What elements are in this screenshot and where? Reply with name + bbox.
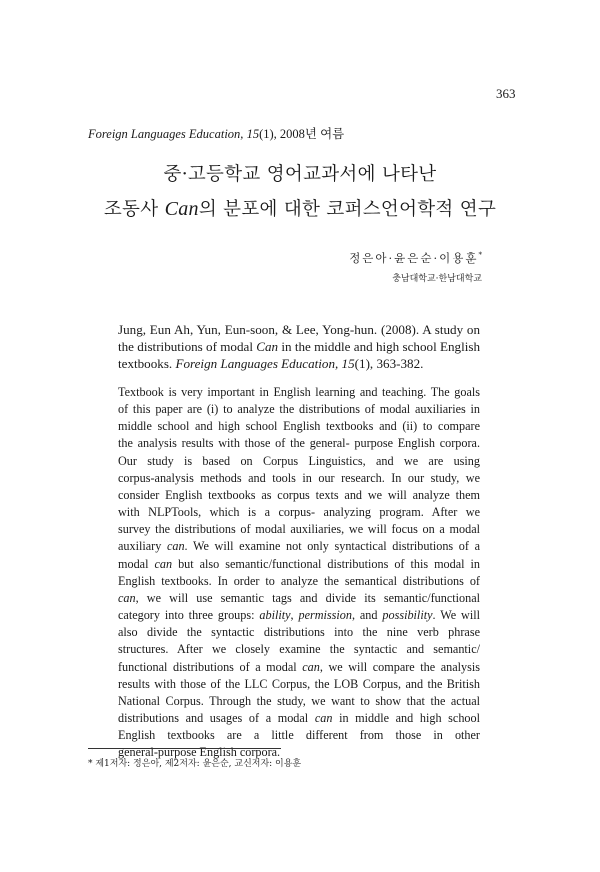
journal-name: Foreign Languages Education,: [88, 127, 244, 141]
abstract-text: category into three groups:: [118, 608, 260, 623]
abstract-text: but also semantic/functional distributions of this modal in: [172, 556, 481, 571]
abstract-text: , we will use semantic tags and divide its semantic/functional: [135, 590, 480, 605]
author-names: [349, 250, 482, 266]
abstract: [118, 384, 480, 761]
citation-modal: Can: [256, 339, 279, 354]
journal-header: [88, 124, 344, 142]
journal-issue: (1), 2008년 여름: [259, 127, 345, 141]
abstract-line: Our study is based on Corpus Linguistics, and we are using: [118, 453, 480, 468]
abstract-line: corpus-analysis methods and tools in our research. In our study, we: [118, 470, 480, 485]
author-affiliation: 충남대학교·한남대학교: [392, 274, 482, 284]
abstract-line: general-purpose English corpora.: [118, 745, 281, 760]
title-line-1: 중·고등학교 영어교과서에 나타난: [163, 164, 437, 185]
citation-part-2: in the middle and high school English textbooks.: [118, 339, 480, 371]
abstract-text: , and: [351, 608, 383, 623]
abstract-text: , we will compare the analysis: [319, 659, 480, 674]
journal-volume: 15: [246, 127, 260, 141]
abstract-line: structures. After we closely examine the syntactic and semantic/: [118, 642, 480, 657]
abstract-text: ,: [290, 608, 299, 623]
title-modal: Can: [164, 198, 199, 220]
footnote-divider: [88, 748, 281, 749]
abstract-modal: can: [166, 539, 185, 554]
abstract-line: results with those of the LLC Corpus, the LOB Corpus, and the British: [118, 676, 480, 691]
footnote: * 제1저자: 정은아, 제2저자: 윤은순, 교신저자: 이용훈: [88, 759, 302, 769]
abstract-line: [118, 556, 480, 573]
abstract-line: English textbooks. In order to analyze the semantical distributions of: [118, 573, 480, 588]
abstract-text: . We will examine not only syntactical distributions of a: [184, 539, 480, 554]
abstract-modal: can: [154, 556, 173, 571]
abstract-line: [118, 659, 480, 676]
title-line-2-post: 의 분포에 대한 코퍼스언어학적 연구: [198, 199, 497, 220]
abstract-line: survey the distributions of modal auxiliaries, we will focus on a modal: [118, 522, 480, 537]
title-line-2-pre: 조동사: [103, 199, 165, 220]
abstract-text: . We will: [432, 608, 480, 623]
abstract-line: of this paper are (i) to analyze the distributions of modal auxiliaries in: [118, 402, 480, 417]
abstract-line: the analysis results with those of the general- purpose English corpora.: [118, 436, 480, 451]
abstract-line: also divide the syntactic distributions into the nine verb phrase: [118, 625, 480, 640]
title-line-2: [60, 192, 540, 227]
citation-part-3: (1), 363-382.: [354, 356, 424, 371]
author-list: 정은아·윤은순·이용훈: [349, 251, 479, 265]
abstract-line: [118, 607, 480, 624]
abstract-line: English textbooks are a little different from those in other: [118, 728, 480, 743]
abstract-text: modal: [118, 556, 155, 571]
paper-title: [60, 158, 540, 227]
abstract-text: functional distributions of a modal: [118, 659, 303, 674]
abstract-term-possibility: possibility: [382, 608, 433, 623]
abstract-line: [118, 538, 480, 555]
abstract-line: [118, 710, 480, 727]
citation-journal: Foreign Languages Education, 15: [175, 356, 355, 371]
abstract-term-ability: ability: [259, 608, 291, 623]
abstract-modal: can: [118, 590, 136, 605]
abstract-text: auxiliary: [118, 539, 167, 554]
abstract-line: middle school and high school English textbooks and (ii) to compare: [118, 419, 480, 434]
abstract-modal: can: [314, 710, 333, 725]
page-number: 363: [496, 86, 516, 101]
abstract-line: consider English textbooks as corpus texts and we will analyze them: [118, 487, 480, 502]
abstract-modal: can: [302, 659, 320, 674]
abstract-text: distributions and usages of a modal: [118, 710, 315, 725]
author-mark: *: [478, 251, 482, 260]
abstract-line: [118, 590, 480, 607]
abstract-term-permission: permission: [298, 608, 352, 623]
abstract-line: Textbook is very important in English learning and teaching. The goals: [118, 385, 480, 399]
abstract-text: in middle and high school: [332, 710, 480, 725]
abstract-line: with NLPTools, which is a corpus- analyzing program. After we: [118, 505, 480, 520]
citation: [118, 321, 480, 372]
citation-part-1: Jung, Eun Ah, Yun, Eun-soon, & Lee, Yong-hun. (2008). A study on the distributions of modal: [118, 322, 480, 354]
abstract-line: National Corpus. Through the study, we want to show that the actual: [118, 693, 480, 708]
